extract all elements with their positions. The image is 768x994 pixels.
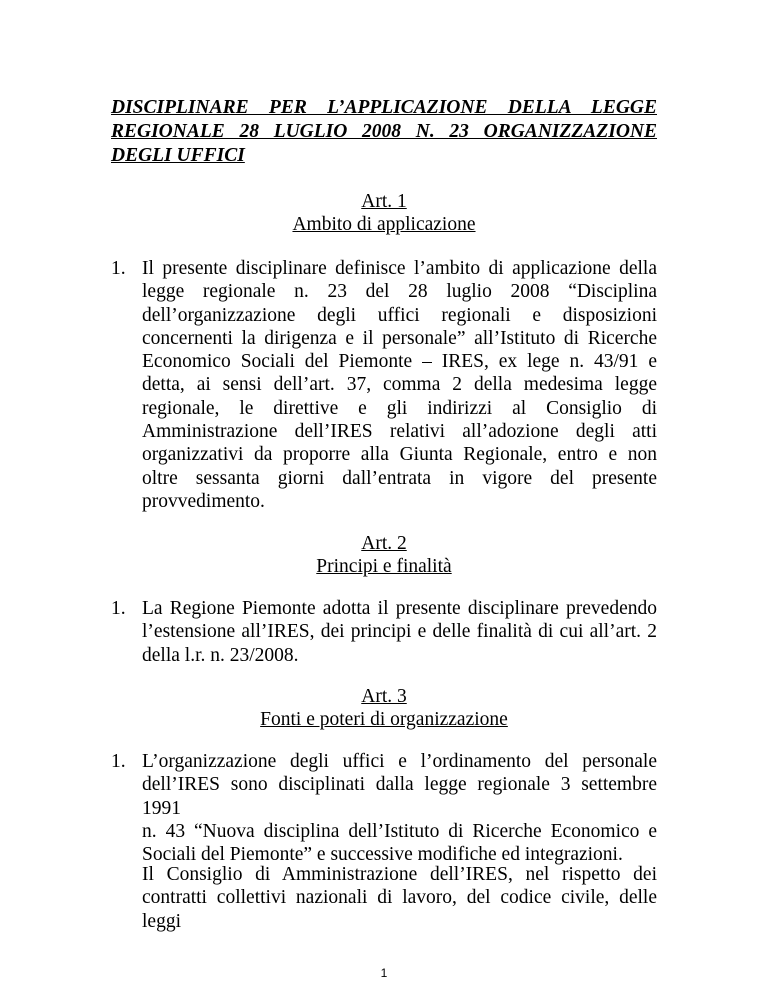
article-title: Fonti e poteri di organizzazione [260,709,508,730]
title-line: DISCIPLINARE PER L’APPLICAZIONE DELLA LEGGE [111,97,657,118]
paragraph-text [142,597,657,667]
paragraph-text [142,750,657,866]
text-line: legge regionale n. 23 del 28 luglio 2008 “Disciplina [142,281,657,303]
paragraph-text [142,863,657,933]
document-title [111,96,657,168]
article-number: Art. 3 [361,686,407,707]
article-2-heading [111,532,657,578]
text-line: contratti collettivi nazionali di lavoro, del codice civile, delle leggi [142,887,657,932]
title-line: DEGLI UFFICI [111,145,245,166]
text-line: dell’IRES sono disciplinati dalla legge regionale 3 settembre 1991 [142,774,657,819]
article-number: Art. 2 [361,533,407,554]
paragraph-marker: 1. [111,258,126,279]
text-line: La Regione Piemonte adotta il presente disciplinare prevedendo [142,598,657,619]
text-line: L’organizzazione degli uffici e l’ordinamento del personale [142,751,657,772]
paragraph-marker: 1. [111,598,126,619]
text-line: Sociali del Piemonte” e successive modifiche ed integrazioni. [142,844,623,866]
paragraph-marker: 1. [111,751,126,772]
title-line: REGIONALE 28 LUGLIO 2008 N. 23 ORGANIZZAZIONE [111,121,657,142]
text-line: detta, ai sensi dell’art. 37, comma 2 della medesima legge [142,374,657,396]
text-line: l’estensione all’IRES, dei principi e delle finalità di cui all’art. 2 [142,621,657,643]
text-line: regionale, le direttive e gli indirizzi al Consiglio di [142,397,657,419]
article-1-heading [111,190,657,236]
article-3-paragraph-1 [111,750,657,866]
text-line: organizzativi da proporre alla Giunta Regionale, entro e non [142,444,657,466]
text-line: della l.r. n. 23/2008. [142,644,299,666]
article-title: Principi e finalità [316,556,452,577]
article-2-paragraph-1 [111,597,657,667]
text-line: Amministrazione dell’IRES relativi all’adozione degli atti [142,421,657,443]
text-line: n. 43 “Nuova disciplina dell’Istituto di Ricerche Economico e [142,820,657,842]
paragraph-text [142,257,657,513]
text-line: concernenti la dirigenza e il personale” all’Istituto di Ricerche [142,327,657,349]
article-1-paragraph-1 [111,257,657,513]
article-title: Ambito di applicazione [292,214,476,235]
text-line: Economico Sociali del Piemonte – IRES, ex lege n. 43/91 e [142,351,657,373]
text-line: oltre sessanta giorni dall’entrata in vigore del presente [142,467,657,489]
article-number: Art. 1 [361,191,407,212]
text-line: provvedimento. [142,490,265,512]
page-number: 1 [380,966,388,980]
text-line: Il presente disciplinare definisce l’ambito di applicazione della [142,258,657,279]
article-3-heading [111,685,657,731]
text-line: dell’organizzazione degli uffici regionali e disposizioni [142,304,657,326]
article-3-paragraph-2 [111,863,657,933]
text-line: Il Consiglio di Amministrazione dell’IRES, nel rispetto dei [142,864,657,885]
